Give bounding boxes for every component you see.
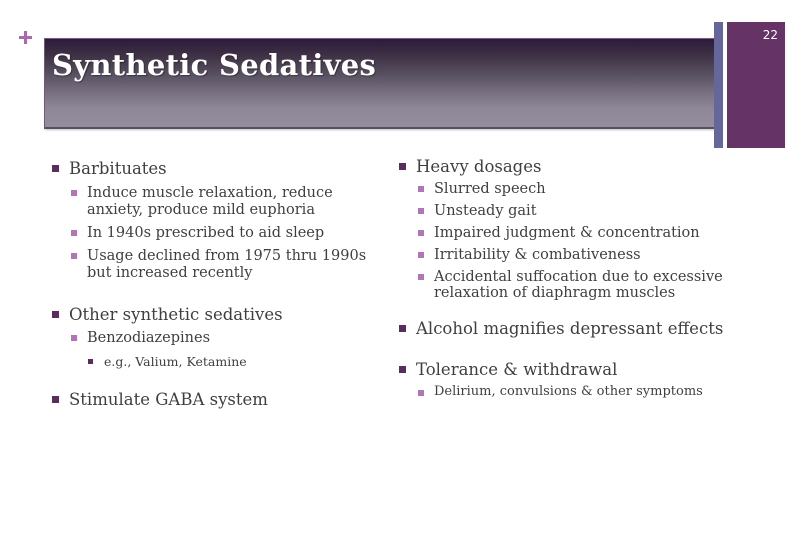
- bullet-text: Benzodiazepines: [87, 330, 211, 346]
- bullet-text: Heavy dosages: [416, 157, 542, 176]
- bullet-text: Usage declined from 1975 thru 1990s but increased recently: [87, 248, 367, 281]
- bullet-text: Irritability & combativeness: [434, 247, 641, 263]
- right-column: [399, 157, 729, 399]
- bullet-text: Stimulate GABA system: [69, 390, 268, 409]
- plus-icon: [19, 31, 32, 44]
- square-bullet-icon: [418, 208, 424, 214]
- sub-sub-bullet-example: [52, 354, 372, 370]
- sub-bullet: [399, 181, 729, 197]
- bullet-alcohol: [399, 319, 729, 338]
- left-column: [52, 159, 372, 409]
- bullet-barbiturates: [52, 159, 372, 178]
- slide-number-panel: [727, 22, 785, 148]
- bullet-text: In 1940s prescribed to aid sleep: [87, 225, 325, 241]
- sub-bullet-benzodiazepines: [52, 330, 372, 347]
- square-bullet-icon: [71, 253, 77, 259]
- sub-bullet: [52, 225, 372, 242]
- square-bullet-icon: [71, 230, 77, 236]
- sub-bullet: [399, 247, 729, 263]
- square-bullet-icon: [418, 186, 424, 192]
- square-bullet-icon: [418, 390, 424, 396]
- square-bullet-icon: [71, 190, 77, 196]
- bullet-text: Accidental suffocation due to excessive relaxation of diaphragm muscles: [434, 269, 723, 301]
- square-bullet-icon: [418, 252, 424, 258]
- square-bullet-icon: [52, 396, 59, 403]
- square-bullet-icon: [399, 163, 406, 170]
- sub-bullet: [52, 248, 372, 282]
- bullet-text: Barbituates: [69, 159, 167, 178]
- bullet-tolerance-withdrawal: [399, 360, 729, 379]
- square-bullet-icon: [399, 366, 406, 373]
- sub-bullet: [399, 269, 729, 301]
- square-bullet-icon: [418, 230, 424, 236]
- square-bullet-icon: [88, 359, 93, 364]
- bullet-gaba: [52, 390, 372, 409]
- bullet-text: Other synthetic sedatives: [69, 305, 283, 324]
- bullet-text: Slurred speech: [434, 181, 546, 197]
- bullet-heavy-dosages: [399, 157, 729, 176]
- bullet-text: e.g., Valium, Ketamine: [104, 354, 247, 369]
- square-bullet-icon: [52, 165, 59, 172]
- bullet-text: Impaired judgment & concentration: [434, 225, 700, 241]
- bullet-text: Delirium, convulsions & other symptoms: [434, 384, 703, 399]
- bullet-text: Induce muscle relaxation, reduce anxiety, produce mild euphoria: [87, 185, 333, 218]
- square-bullet-icon: [52, 311, 59, 318]
- slide-title: Synthetic Sedatives: [52, 48, 377, 82]
- sub-bullet: [399, 385, 729, 399]
- bullet-text: Tolerance & withdrawal: [416, 360, 618, 379]
- square-bullet-icon: [418, 274, 424, 280]
- square-bullet-icon: [399, 325, 406, 332]
- accent-bar: [714, 22, 723, 148]
- bullet-other-synthetic-sedatives: [52, 305, 372, 324]
- sub-bullet: [399, 225, 729, 241]
- square-bullet-icon: [71, 335, 77, 341]
- title-bar: [44, 38, 714, 129]
- bullet-text: Alcohol magnifies depressant effects: [416, 319, 724, 338]
- sub-bullet: [399, 203, 729, 219]
- slide-number: 22: [762, 28, 778, 42]
- sub-bullet: [52, 185, 372, 219]
- bullet-text: Unsteady gait: [434, 203, 537, 219]
